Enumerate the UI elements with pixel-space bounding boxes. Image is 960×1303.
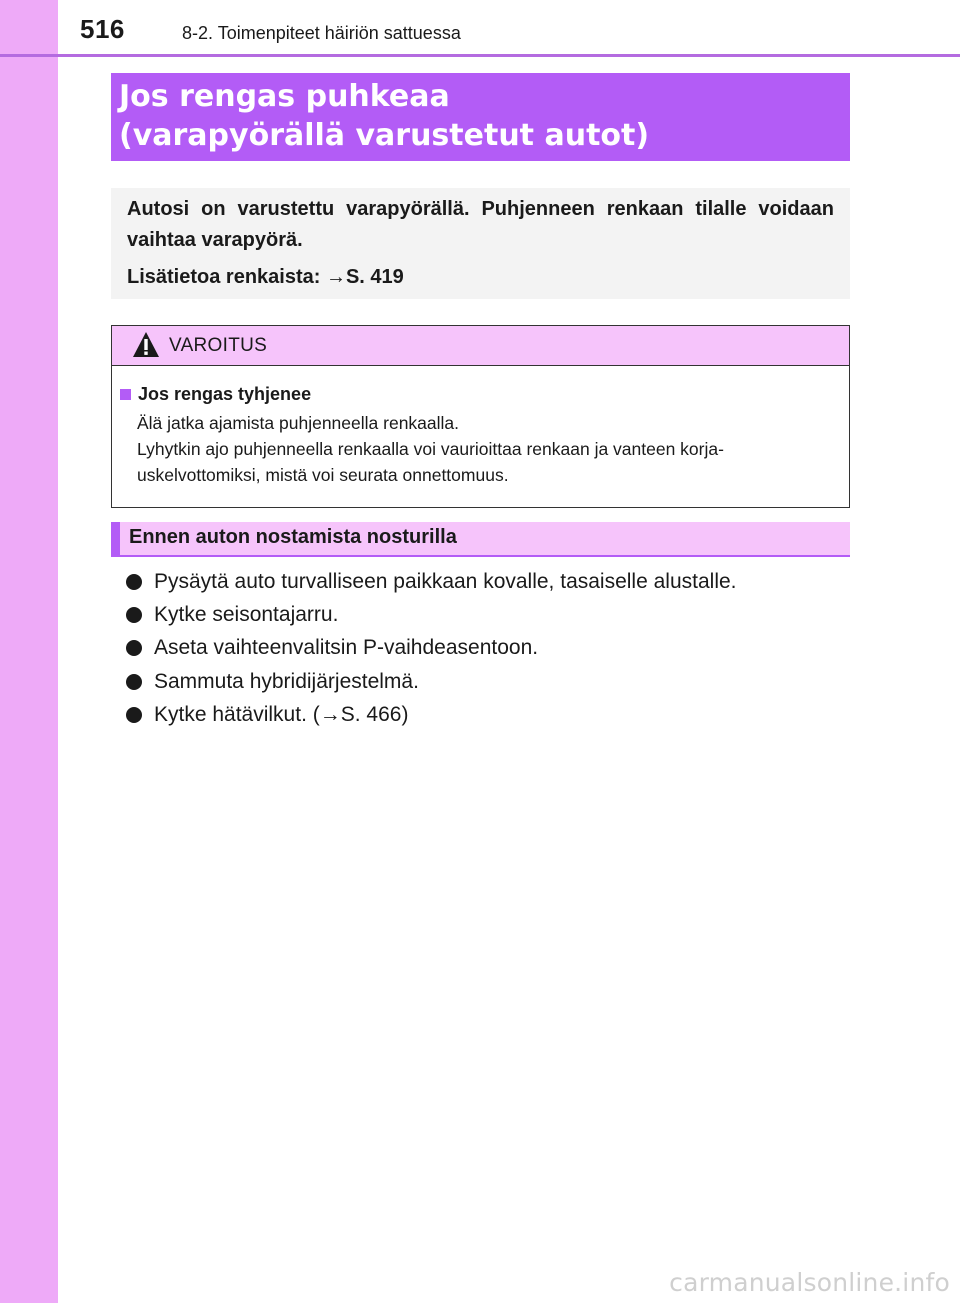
side-strip: [0, 0, 58, 1303]
list-item: [126, 698, 737, 731]
bullet-dot-icon: [126, 707, 142, 723]
warning-line-2: Lyhytkin ajo puhjenneella renkaalla voi vaurioittaa renkaan ja vanteen korja-: [137, 439, 724, 459]
warning-line-3: uskelvottomiksi, mistä voi seurata onnettomuus.: [137, 465, 509, 485]
warning-header: [112, 326, 849, 366]
header-rule: [0, 54, 960, 57]
bullet-list: [126, 565, 737, 731]
bullet-dot-icon: [126, 607, 142, 623]
square-bullet-icon: [120, 389, 131, 400]
list-item-text: Aseta vaihteenvalitsin P-vaihdeasentoon.: [154, 636, 539, 660]
warning-text: [137, 410, 837, 488]
warning-subheading-text: Jos rengas tyhjenee: [138, 383, 312, 404]
title-line-1: Jos rengas puhkeaa: [119, 79, 450, 114]
section-heading-text: Ennen auton nostamista nosturilla: [129, 526, 457, 548]
list-item-text: Sammuta hybridijärjestelmä.: [154, 669, 419, 693]
warning-box: [111, 325, 850, 508]
warning-label: VAROITUS: [169, 335, 268, 356]
list-item: [126, 598, 737, 631]
page-title: [111, 73, 850, 161]
bullet-dot-icon: [126, 574, 142, 590]
bullet-dot-icon: [126, 640, 142, 656]
list-item-text: Kytke seisontajarru.: [154, 602, 339, 626]
list-item: [126, 632, 737, 665]
list-item-text: Pysäytä auto turvalliseen paikkaan kovalle, tasaiselle alustalle.: [154, 569, 737, 593]
list-item-text: Kytke hätävilkut. (→S. 466): [154, 702, 409, 726]
list-item: [126, 665, 737, 698]
section-heading: [111, 522, 850, 557]
page-number: 516: [80, 14, 125, 44]
intro-text: Autosi on varustettu varapyörällä. Puhjenneen renkaan tilalle voidaan vaihtaa varapyörä.: [127, 198, 834, 251]
watermark: carmanualsonline.info: [669, 1268, 950, 1297]
intro-reference: Lisätietoa renkaista: →S. 419: [127, 266, 404, 288]
section-reference: 8-2. Toimenpiteet häiriön sattuessa: [182, 23, 461, 43]
warning-triangle-icon: [132, 331, 160, 363]
section-heading-bar: [111, 522, 120, 555]
warning-line-1: Älä jatka ajamista puhjenneella renkaalla.: [137, 413, 460, 433]
warning-body: [112, 366, 849, 488]
warning-subheading: [120, 382, 849, 406]
intro-box: [111, 188, 850, 299]
title-line-2: (varapyörällä varustetut autot): [119, 118, 650, 153]
bullet-dot-icon: [126, 674, 142, 690]
list-item: [126, 565, 737, 598]
